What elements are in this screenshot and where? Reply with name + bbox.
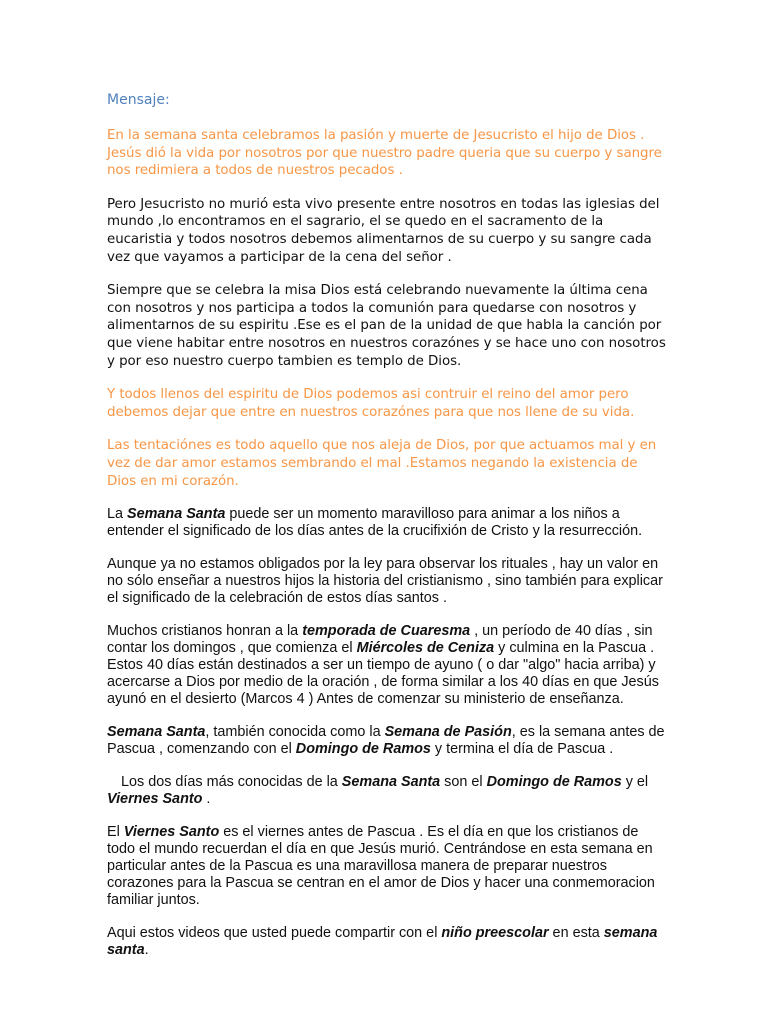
- paragraph-semana-santa-intro: [107, 506, 667, 540]
- emphasis: Miércoles de Ceniza: [356, 640, 495, 657]
- text: El: [107, 824, 124, 841]
- emphasis: Semana Santa: [341, 774, 441, 791]
- emphasis: Semana Santa: [127, 506, 226, 523]
- emphasis: Domingo de Ramos: [295, 741, 431, 758]
- text: y culmina en la Pascua . Estos 40 días están destinados a ser un tiempo de ayuno ( o dar "algo" hacia arriba) y acercarse a Dios por medio de la oración , de forma similar a los 40 días en que Jesús ayunó en el desierto (Marcos 4 ) Antes de comenzar su ministerio de enseñanza.: [107, 640, 659, 708]
- text: , es la semana antes de Pascua , comenzando con el: [107, 724, 665, 758]
- text: La: [107, 506, 128, 523]
- text: es el viernes antes de Pascua . Es el día en que los cristianos de todo el mundo recuerdan el día en que Jesús murió. Centrándose en esta semana en particular antes de la Pascua es una maravillosa manera de preparar nuestros corazones para la Pascua se centran en el amor de Dios y hacer una conmemoracion familiar juntos.: [107, 824, 655, 909]
- text: en esta: [548, 925, 604, 942]
- text: Muchos cristianos honran a la: [107, 623, 303, 640]
- emphasis: semana santa: [107, 925, 658, 959]
- emphasis: Semana de Pasión: [384, 724, 512, 741]
- paragraph-temptations: Las tentaciónes es todo aquello que nos aleja de Dios, por que actuamos mal y en vez de dar amor estamos sembrando el mal .Estamos negando la existencia de Dios en mi corazón.: [107, 438, 657, 489]
- paragraph-holy-week: En la semana santa celebramos la pasión y muerte de Jesucristo el hijo de Dios . Jesús dió la vida por nosotros por que nuestro padre queria que su cuerpo y sangre nos redimiera a todos de nuestros pecados .: [107, 128, 662, 179]
- paragraph-videos: [107, 925, 667, 959]
- text: , también conocida como la: [205, 724, 385, 741]
- paragraph-cuaresma: [107, 623, 667, 708]
- emphasis: Semana Santa: [107, 724, 206, 741]
- emphasis: temporada de Cuaresma: [302, 623, 471, 640]
- text: .: [144, 942, 149, 959]
- emphasis: Viernes Santo: [123, 824, 220, 841]
- emphasis: Domingo de Ramos: [486, 774, 622, 791]
- text: Aunque ya no estamos obligados por la ley para observar los rituales , hay un valor en no sólo enseñar a nuestros hijos la historia del cristianismo , sino también para explicar el significado de la celebración de estos días santos .: [107, 556, 663, 607]
- message-heading: Mensaje:: [107, 92, 170, 108]
- text: .: [202, 791, 211, 808]
- paragraph-semana-pasion: [107, 724, 667, 758]
- paragraph-mass: Siempre que se celebra la misa Dios está celebrando nuevamente la última cena con nosotros y nos participa a todos la comunión para quedarse con nosotros y alimentarnos de su espiritu .Ese es el pan de la unidad de que habla la canción por que viene habitar entre nosotros en nuestros corazónes y se hace uno con nosotros y por eso nuestro cuerpo tambien es templo de Dios.: [107, 283, 666, 369]
- text: puede ser un momento maravilloso para animar a los niños a entender el significado de los días antes de la crucifixión de Cristo y la resurrección.: [107, 506, 643, 540]
- text: Los dos días más conocidas de la: [121, 774, 342, 791]
- text: Aqui estos videos que usted puede compartir con el: [107, 925, 442, 942]
- paragraph-rituals: [107, 556, 667, 607]
- document-page: [107, 90, 667, 975]
- paragraph-jesus-alive: Pero Jesucristo no murió esta vivo presente entre nosotros en todas las iglesias del mundo ,lo encontramos en el sagrario, el se quedo en el sacramento de la eucaristia y todos nosotros debemos alimentarnos de su cuerpo y su sangre cada vez que vayamos a participar de la cena del señor .: [107, 196, 660, 265]
- emphasis: Viernes Santo: [107, 791, 203, 808]
- emphasis: niño preescolar: [441, 925, 549, 942]
- text: , un período de 40 días , sin contar los domingos , que comienza el: [107, 623, 653, 657]
- text: y el: [621, 774, 649, 791]
- text: y termina el día de Pascua .: [430, 741, 614, 758]
- paragraph-viernes-santo: [107, 824, 667, 909]
- paragraph-two-days: [107, 774, 667, 808]
- paragraph-spirit: Y todos llenos del espiritu de Dios podemos asi contruir el reino del amor pero debemos dejar que entre en nuestros corazónes para que nos llene de su vida.: [107, 387, 635, 420]
- text: son el: [440, 774, 487, 791]
